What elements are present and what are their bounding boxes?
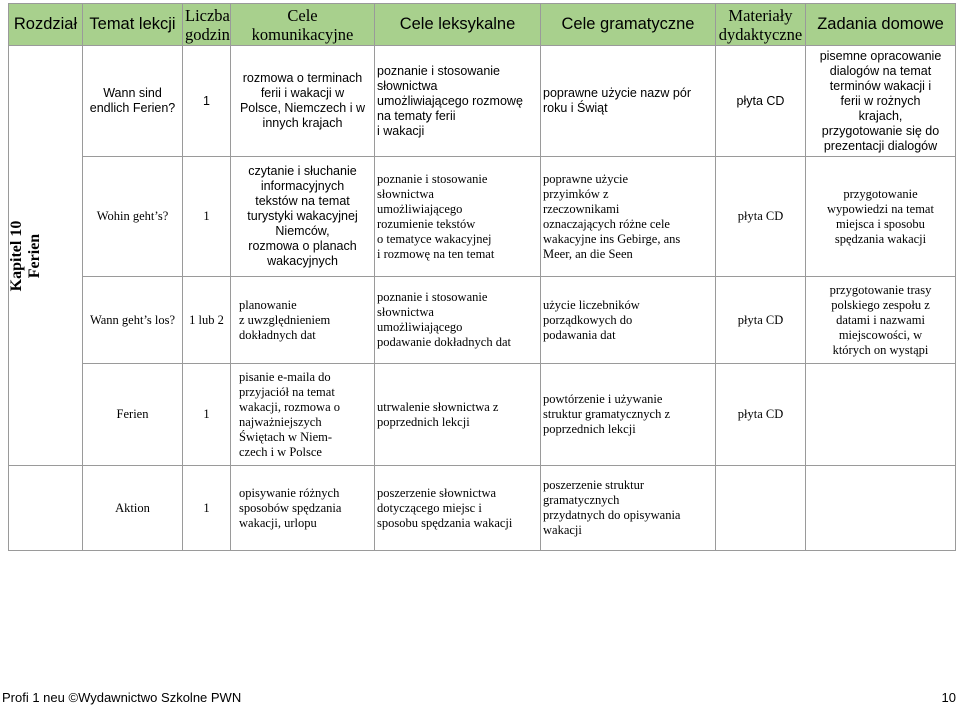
header-gramatyczne: Cele gramatyczne	[541, 4, 716, 46]
cell-gramatyczne: poprawne użycie nazw pór roku i Świąt	[541, 46, 716, 157]
cell-komunikacyjne: planowanie z uwzględnieniem dokładnych dat	[231, 277, 375, 364]
cell-materialy	[716, 466, 806, 551]
cell-komunikacyjne: czytanie i słuchanie informacyjnych tekstów na temat turystyki wakacyjnej Niemców, rozmowa o planach wakacyjnych	[231, 157, 375, 277]
cell-gramatyczne: powtórzenie i używanie struktur gramatycznych z poprzednich lekcji	[541, 364, 716, 466]
cell-materialy: płyta CD	[716, 46, 806, 157]
cell-komunikacyjne: opisywanie różnych sposobów spędzania wakacji, urlopu	[231, 466, 375, 551]
cell-materialy: płyta CD	[716, 364, 806, 466]
header-zadania: Zadania domowe	[806, 4, 956, 46]
cell-zadania: pisemne opracowanie dialogów na temat terminów wakacji i ferii w rożnych krajach, przygotowanie się do prezentacji dialogów	[806, 46, 956, 157]
cell-gramatyczne: użycie liczebników porządkowych do podawania dat	[541, 277, 716, 364]
cell-liczba: 1 lub 2	[183, 277, 231, 364]
cell-komunikacyjne: rozmowa o terminach ferii i wakacji w Polsce, Niemczech i w innych krajach	[231, 46, 375, 157]
header-rozdzial: Rozdział	[9, 4, 83, 46]
cell-zadania	[806, 364, 956, 466]
cell-materialy: płyta CD	[716, 277, 806, 364]
table-row	[9, 466, 956, 551]
cell-rozdzial	[9, 466, 83, 551]
cell-temat: Wohin geht’s?	[83, 157, 183, 277]
header-materialy: Materiały dydaktyczne	[716, 4, 806, 46]
cell-temat: Wann sind endlich Ferien?	[83, 46, 183, 157]
cell-gramatyczne: poprawne użycie przyimków z rzeczownikami oznaczających różne cele wakacyjne ins Gebirge, ans Meer, an die Seen	[541, 157, 716, 277]
page-number: 10	[941, 690, 956, 705]
chapter-label: Kapitel 10 Ferien	[8, 220, 43, 291]
cell-temat: Wann geht’s los?	[83, 277, 183, 364]
table-row	[9, 46, 956, 157]
cell-liczba: 1	[183, 157, 231, 277]
page-footer	[0, 688, 960, 708]
cell-materialy: płyta CD	[716, 157, 806, 277]
header-liczba: Liczba godzin	[183, 4, 231, 46]
cell-leksykalne: poznanie i stosowanie słownictwa umożliwiającego podawanie dokładnych dat	[375, 277, 541, 364]
table-row	[9, 157, 956, 277]
cell-leksykalne: poznanie i stosowanie słownictwa umożliwiającego rozumienie tekstów o tematyce wakacyjnej i rozmowę na ten temat	[375, 157, 541, 277]
cell-liczba: 1	[183, 46, 231, 157]
cell-temat: Ferien	[83, 364, 183, 466]
header-row	[9, 4, 956, 46]
cell-leksykalne: poznanie i stosowanie słownictwa umożliwiającego rozmowę na tematy ferii i wakacji	[375, 46, 541, 157]
cell-leksykalne: poszerzenie słownictwa dotyczącego miejsc i sposobu spędzania wakacji	[375, 466, 541, 551]
table-row	[9, 364, 956, 466]
lesson-plan-table	[8, 3, 956, 551]
header-leksykalne: Cele leksykalne	[375, 4, 541, 46]
cell-zadania: przygotowanie wypowiedzi na temat miejsca i sposobu spędzania wakacji	[806, 157, 956, 277]
chapter-cell	[9, 46, 83, 466]
cell-liczba: 1	[183, 466, 231, 551]
cell-gramatyczne: poszerzenie struktur gramatycznych przydatnych do opisywania wakacji	[541, 466, 716, 551]
cell-leksykalne: utrwalenie słownictwa z poprzednich lekcji	[375, 364, 541, 466]
cell-zadania	[806, 466, 956, 551]
cell-temat: Aktion	[83, 466, 183, 551]
cell-komunikacyjne: pisanie e-maila do przyjaciół na temat wakacji, rozmowa o najważniejszych Świętach w Niem- czech i w Polsce	[231, 364, 375, 466]
table-row	[9, 277, 956, 364]
header-temat: Temat lekcji	[83, 4, 183, 46]
header-komunikacyjne: Cele komunikacyjne	[231, 4, 375, 46]
footer-copyright: Profi 1 neu ©Wydawnictwo Szkolne PWN	[2, 690, 242, 705]
cell-zadania: przygotowanie trasy polskiego zespołu z datami i nazwami miejscowości, w których on wystąpi	[806, 277, 956, 364]
cell-liczba: 1	[183, 364, 231, 466]
